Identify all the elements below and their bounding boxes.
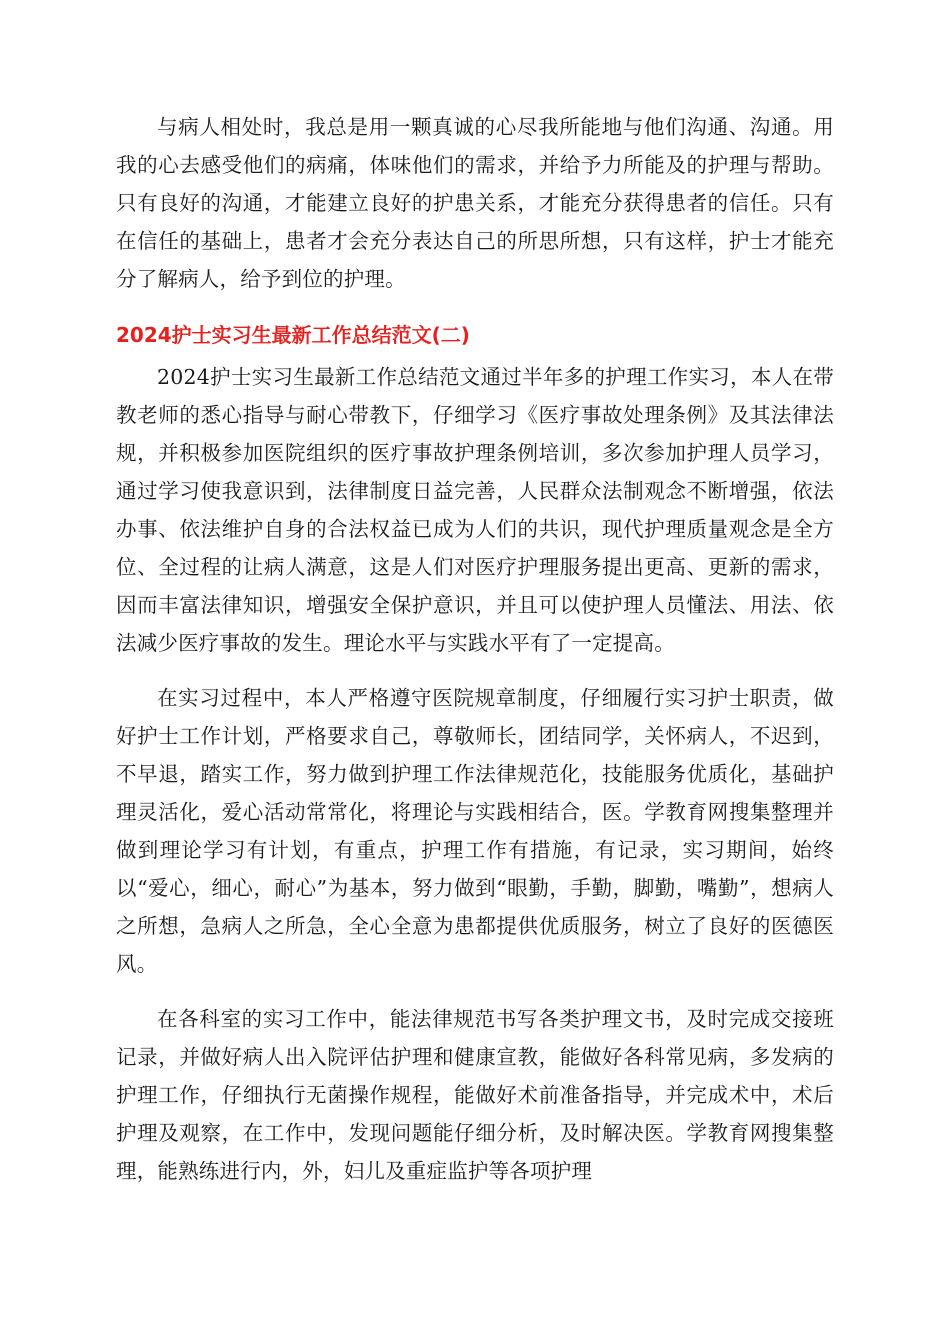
paragraph-intro: 2024护士实习生最新工作总结范文通过半年多的护理工作实习，本人在带教老师的悉心指导与耐心带教下，仔细学习《医疗事故处理条例》及其法律法规，并积极参加医院组织的医疗事故护理条例培训，多次参加护理人员学习，通过学习使我意识到，法律制度日益完善，人民群众法制观念不断增强，依法办事、依法维护自身的合法权益已成为人们的共识，现代护理质量观念是全方位、全过程的让病人满意，这是人们对医疗护理服务提出更高、更新的需求，因而丰富法律知识，增强安全保护意识，并且可以使护理人员懂法、用法、依法减少医疗事故的发生。理论水平与实践水平有了一定提高。: [116, 365, 834, 655]
paragraph-departments: 在各科室的实习工作中，能法律规范书写各类护理文书，及时完成交接班记录，并做好病人出入院评估护理和健康宣教，能做好各科常见病，多发病的护理工作，仔细执行无菌操作规程，能做好术前准备指导，并完成术中，术后护理及观察，在工作中，发现问题能仔细分析，及时解决医。学教育网搜集整理，能熟练进行内，外，妇儿及重症监护等各项护理: [116, 1007, 834, 1183]
section-heading: 2024护士实习生最新工作总结范文(二): [116, 323, 470, 347]
paragraph-internship-process: 在实习过程中，本人严格遵守医院规章制度，仔细履行实习护士职责，做好护士工作计划，严格要求自己，尊敬师长，团结同学，关怀病人，不迟到，不早退，踏实工作，努力做到护理工作法律规范化，技能服务优质化，基础护理灵活化，爱心活动常常化，将理论与实践相结合，医。学教育网搜集整理并做到理论学习有计划，有重点，护理工作有措施，有记录，实习期间，始终以“爱心，细心，耐心”为基本，努力做到“眼勤，手勤，脚勤，嘴勤”，想病人之所想，急病人之所急，全心全意为患都提供优质服务，树立了良好的医德医风。: [116, 686, 834, 976]
paragraph-communication: 与病人相处时，我总是用一颗真诚的心尽我所能地与他们沟通、沟通。用我的心去感受他们的病痛，体味他们的需求，并给予力所能及的护理与帮助。只有良好的沟通，才能建立良好的护患关系，才能充分获得患者的信任。只有在信任的基础上，患者才会充分表达自己的所思所想，只有这样，护士才能充分了解病人，给予到位的护理。: [116, 115, 834, 291]
document-body: [116, 108, 834, 1190]
